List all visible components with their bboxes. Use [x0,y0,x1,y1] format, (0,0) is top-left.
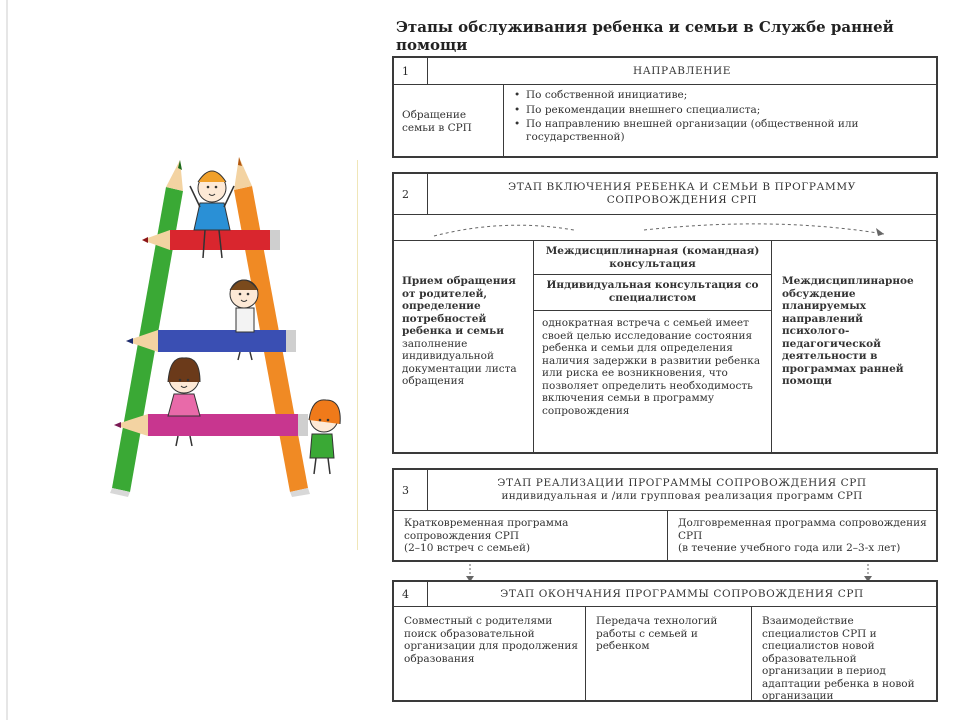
stage-3-box [392,468,938,562]
stage-1-right-cell [504,85,936,157]
stage-number: 2 [394,174,428,214]
stage-1-header [394,58,936,85]
stage-title: ЭТАП ОКОНЧАНИЯ ПРОГРАММЫ СОПРОВОЖДЕНИЯ СРП [500,587,864,600]
stage-1-left-cell [394,85,504,157]
individual-consultation-label: Индивидуальная консультация со специалистом [534,275,771,311]
child-girl-right-icon [309,400,340,474]
stage-title: НАПРАВЛЕНИЕ [632,64,731,77]
stage-subtitle: индивидуальная и /или групповая реализация программ СРП [501,490,863,503]
short-term-program-note: (2–10 встреч с семьей) [404,542,531,554]
dashed-down-arrows-icon [392,562,938,582]
long-term-program-label: Долговременная программа сопровождения СРП [678,517,927,542]
stage-2-header [394,174,936,215]
consultation-description: однократная встреча с семьей имеет своей целью исследование состояния ребенка и семьи для определения наличия задержки в развитии ребенка или риска ее возникновения, что позволяет определить необходимость включения семьи в программу сопровождения [542,317,761,417]
long-term-program-cell [668,511,936,561]
list-item: • По рекомендации внешнего специалиста; [512,104,928,117]
documentation-note: заполнение индивидуальной документации листа обращения [402,337,517,387]
stage-4-col-1: Совместный с родителями поиск образовательной организации для продолжения образования [394,607,586,701]
page-title: Этапы обслуживания ребенка и семьи в Службе ранней помощи [396,18,894,54]
stage-title: ЭТАП РЕАЛИЗАЦИИ ПРОГРАММЫ СОПРОВОЖДЕНИЯ СРП [497,477,867,490]
stage-3-header [394,470,936,511]
list-item: • По собственной инициативе; [512,89,928,102]
stage-2-right-cell: Междисциплинарное обсуждение планируемых направлений психолого-педагогической деятельности в программах ранней помощи [782,275,914,387]
long-term-program-note: (в течение учебного года или 2–3-х лет) [678,542,901,554]
pencil-ladder-illustration [0,0,360,720]
stage-number: 1 [394,58,428,84]
stage-4-col-3: Взаимодействие специалистов СРП и специалистов новой образовательной организации в период адаптации ребенка в новой организации [762,615,915,702]
short-term-program-cell [394,511,668,561]
appeal-label: Обращение семьи в СРП [402,109,472,134]
list-item: • По направлению внешней организации (общественной или государственной) [512,118,928,143]
blue-pencil-icon [126,330,296,352]
green-pencil-icon [110,160,183,497]
dashed-arrow-icon [394,214,940,240]
stage-2-box [392,172,938,454]
pink-pencil-icon [114,414,308,436]
stage-number: 4 [394,582,428,606]
team-consultation-label: Междисциплинарная (командная) консультация [534,241,771,275]
stage-4-col-2: Передача технологий работы с семьей и ребенком [586,607,752,701]
short-term-program-label: Кратковременная программа сопровождения СРП [404,517,569,542]
stage-4-header [394,582,936,607]
stage-title: ЭТАП ВКЛЮЧЕНИЯ РЕБЕНКА И СЕМЬИ В ПРОГРАММУ СОПРОВОЖДЕНИЯ СРП [508,181,856,206]
stage-2-left-cell [394,241,534,453]
reception-label: Прием обращения от родителей, определение потребностей ребенка и семьи [402,275,516,337]
red-pencil-icon [142,230,280,250]
stage-1-box [392,56,938,158]
stage-number: 3 [394,470,428,510]
stage-4-box [392,580,938,702]
